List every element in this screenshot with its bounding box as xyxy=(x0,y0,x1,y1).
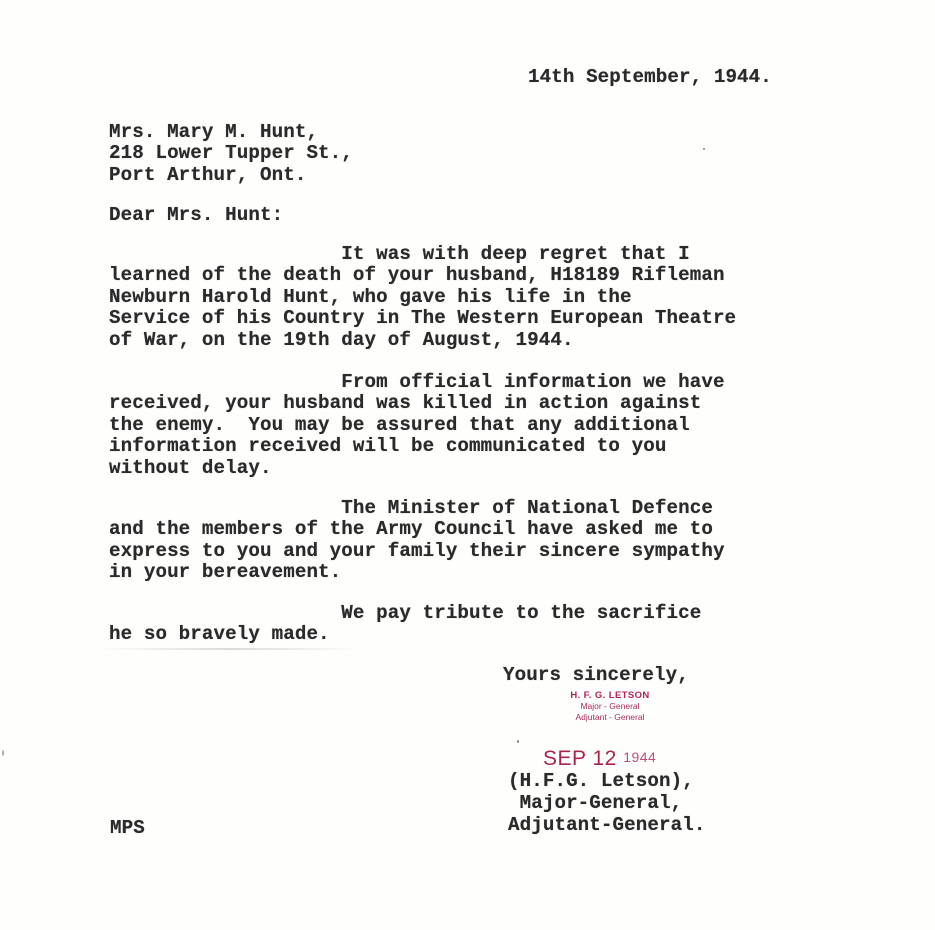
stamp-title: Adjutant - General xyxy=(575,712,645,722)
signer-rank: Major-General, xyxy=(508,792,683,814)
signature-stamp xyxy=(555,690,665,723)
paragraph-line: express to you and your family their sincere sympathy xyxy=(109,539,725,562)
paragraph-line: It was with deep regret that I xyxy=(109,243,690,265)
paragraph-official-info xyxy=(109,372,725,479)
ink-smudge xyxy=(100,648,360,650)
recipient-address xyxy=(109,122,353,186)
letter-date: 14th September, 1944. xyxy=(528,66,772,88)
date-stamp-day: SEP 12 xyxy=(543,747,617,770)
paragraph-line: The Minister of National Defence xyxy=(109,497,713,519)
paragraph-line: he so bravely made. xyxy=(109,623,330,646)
stamp-rank: Major - General xyxy=(580,701,640,711)
closing: Yours sincerely, xyxy=(503,664,689,686)
stamp-name: H. F. G. LETSON xyxy=(570,690,650,701)
paragraph-sympathy xyxy=(109,498,725,584)
signer-title: Adjutant-General. xyxy=(508,814,706,836)
typed-signature xyxy=(508,770,705,836)
salutation: Dear Mrs. Hunt: xyxy=(109,204,284,226)
signer-name: (H.F.G. Letson), xyxy=(508,770,694,792)
paragraph-line: information received will be communicated to you xyxy=(109,435,667,458)
paper-speck xyxy=(703,148,705,150)
paragraph-line: without delay. xyxy=(109,456,272,479)
paragraph-line: learned of the death of your husband, H18189 Rifleman xyxy=(109,264,725,287)
recipient-city: Port Arthur, Ont. xyxy=(109,163,307,186)
paragraph-line: in your bereavement. xyxy=(109,561,342,584)
paragraph-line: of War, on the 19th day of August, 1944. xyxy=(109,328,574,351)
paragraph-tribute xyxy=(109,603,701,646)
paragraph-line: We pay tribute to the sacrifice xyxy=(109,602,702,624)
date-stamp xyxy=(543,747,656,771)
paragraph-line: Service of his Country in The Western European Theatre xyxy=(109,307,737,330)
paragraph-line: Newburn Harold Hunt, who gave his life in the xyxy=(109,285,632,308)
paragraph-line: the enemy. You may be assured that any additional xyxy=(109,413,690,436)
recipient-name: Mrs. Mary M. Hunt, xyxy=(109,121,319,143)
paragraph-line: received, your husband was killed in action against xyxy=(109,392,702,415)
paragraph-line: From official information we have xyxy=(109,371,725,393)
paragraph-line: and the members of the Army Council have asked me to xyxy=(109,518,713,541)
date-stamp-year: 1944 xyxy=(623,749,657,765)
reference-initials: MPS xyxy=(110,817,145,839)
paper-speck xyxy=(517,740,519,743)
paper-speck xyxy=(2,750,4,756)
paragraph-condolence xyxy=(109,244,736,351)
recipient-street: 218 Lower Tupper St., xyxy=(109,142,353,165)
